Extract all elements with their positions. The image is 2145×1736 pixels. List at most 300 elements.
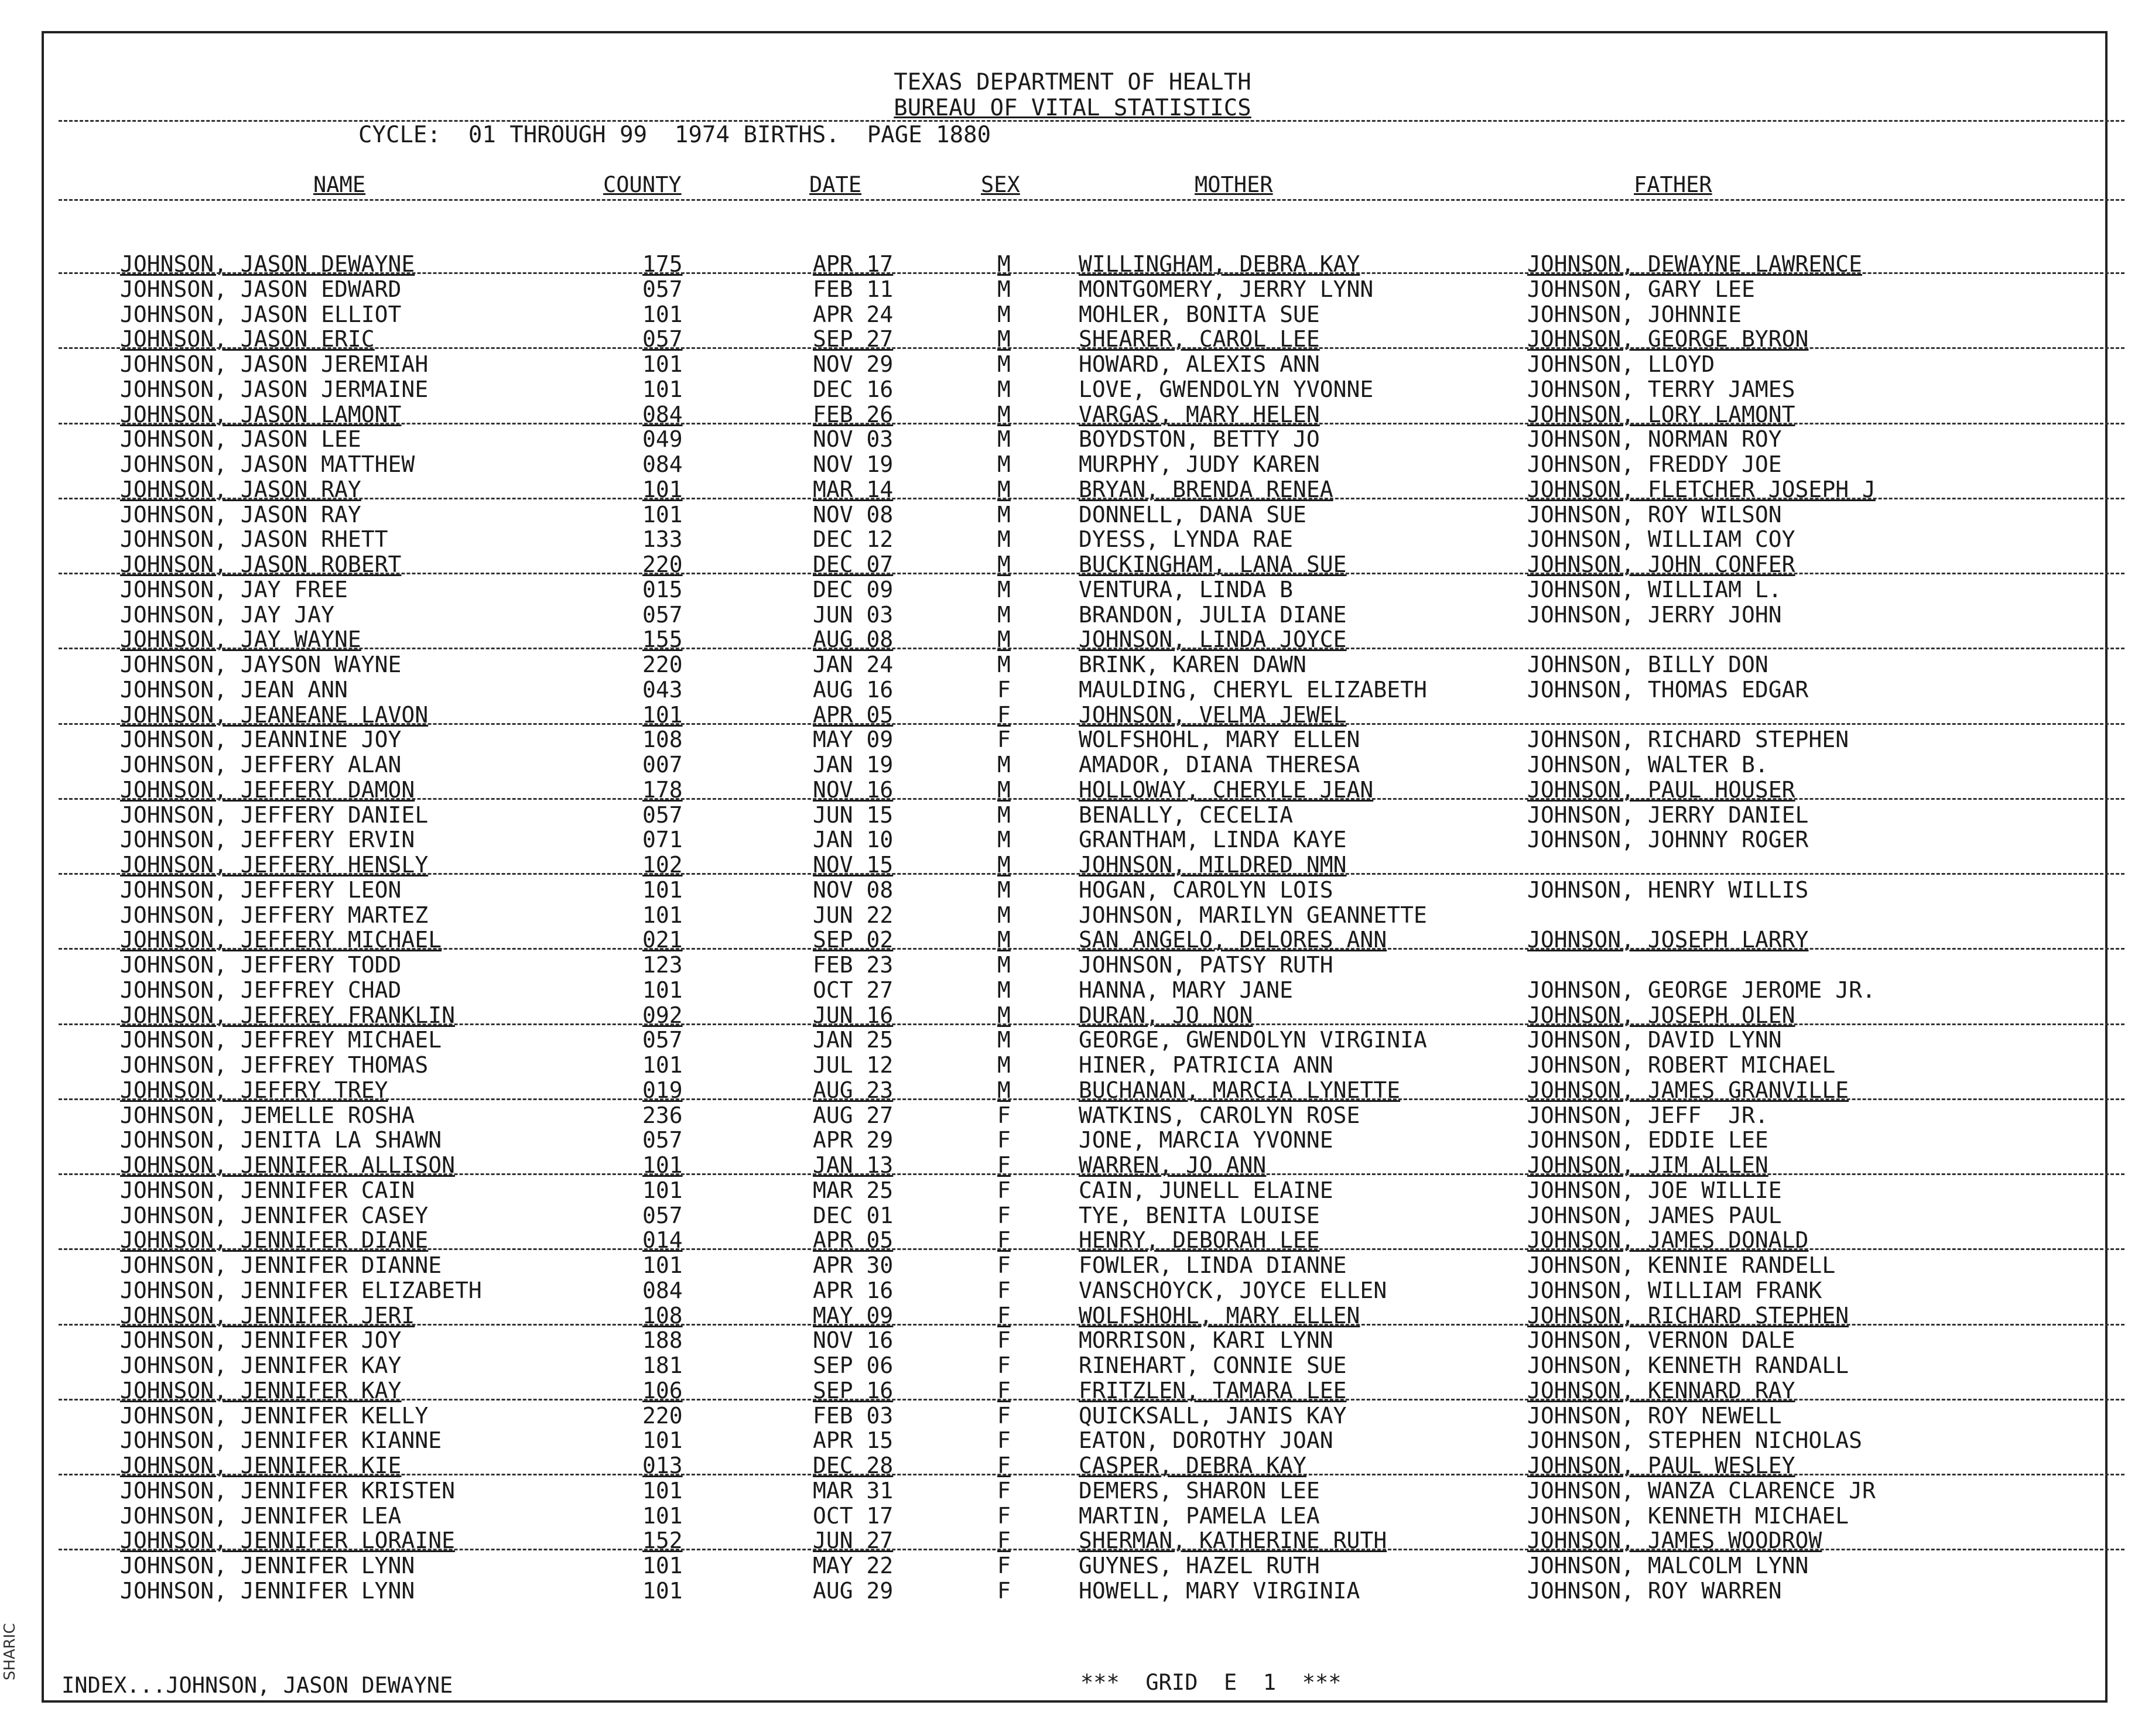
cell-date: DEC 16 — [813, 376, 894, 402]
cell-sex: M — [997, 276, 1011, 302]
cell-mother: JOHNSON, LINDA JOYCE — [1079, 626, 1347, 653]
cell-mother: TYE, BENITA LOUISE — [1079, 1202, 1320, 1228]
cell-sex: M — [997, 526, 1011, 553]
cell-sex: F — [997, 1553, 1011, 1579]
cell-county: 007 — [642, 752, 683, 778]
cell-mother: BRINK, KAREN DAWN — [1079, 652, 1306, 677]
cell-mother: WILLINGHAM, DEBRA KAY — [1079, 251, 1360, 277]
cell-name: JOHNSON, JEFFERY TODD — [120, 952, 402, 978]
cell-county: 220 — [642, 1402, 683, 1429]
cell-date: APR 15 — [813, 1427, 894, 1454]
cell-mother: WOLFSHOHL, MARY ELLEN — [1079, 727, 1360, 753]
cell-name: JOHNSON, JASON MATTHEW — [120, 451, 415, 477]
row-divider — [59, 573, 2125, 574]
cell-mother: GRANTHAM, LINDA KAYE — [1079, 827, 1347, 853]
cell-mother: BUCKINGHAM, LANA SUE — [1079, 552, 1347, 577]
cell-father: JOHNSON, KENNETH RANDALL — [1527, 1352, 1849, 1378]
table-row — [0, 1128, 2145, 1152]
cell-father: JOHNSON, KENNETH MICHAEL — [1527, 1502, 1849, 1529]
cell-sex: F — [997, 1277, 1011, 1303]
cell-father: JOHNSON, KENNARD RAY — [1527, 1377, 1795, 1403]
cell-sex: F — [997, 1427, 1011, 1454]
col-header-county: COUNTY — [603, 172, 682, 197]
cell-name: JOHNSON, JEFFERY HENSLY — [120, 852, 429, 878]
cell-sex: F — [997, 1402, 1011, 1429]
cell-date: AUG 16 — [813, 676, 894, 703]
cell-sex: M — [997, 977, 1011, 1003]
cell-name: JOHNSON, JENNIFER LORAINE — [120, 1528, 455, 1554]
cell-mother: HANNA, MARY JANE — [1079, 977, 1294, 1003]
cell-name: JOHNSON, JENNIFER KIANNE — [120, 1427, 442, 1454]
cell-sex: F — [997, 1453, 1011, 1478]
header-divider — [59, 199, 2125, 201]
cell-sex: F — [997, 1377, 1011, 1403]
cell-date: APR 30 — [813, 1252, 894, 1278]
cell-name: JOHNSON, JAY FREE — [120, 576, 348, 602]
cell-name: JOHNSON, JEANEANE LAVON — [120, 701, 429, 728]
cell-name: JOHNSON, JEFFERY MARTEZ — [120, 902, 429, 928]
cell-county: 101 — [642, 1502, 683, 1529]
cell-father: JOHNSON, MALCOLM LYNN — [1527, 1553, 1809, 1579]
cell-name: JOHNSON, JENNIFER ELIZABETH — [120, 1277, 482, 1303]
cell-sex: F — [997, 1302, 1011, 1328]
cell-father: JOHNSON, WILLIAM COY — [1527, 526, 1795, 553]
cell-date: JUN 22 — [813, 902, 894, 928]
cell-date: AUG 29 — [813, 1577, 894, 1604]
table-row — [0, 1178, 2145, 1203]
cell-sex: F — [997, 1528, 1011, 1554]
cell-date: JUL 12 — [813, 1052, 894, 1078]
row-divider — [59, 1173, 2125, 1175]
cell-mother: QUICKSALL, JANIS KAY — [1079, 1402, 1347, 1429]
cell-mother: VENTURA, LINDA B — [1079, 576, 1294, 602]
cell-county: 101 — [642, 1152, 683, 1178]
cell-sex: M — [997, 626, 1011, 653]
cell-father: JOHNSON, JAMES PAUL — [1527, 1202, 1782, 1228]
cell-date: APR 29 — [813, 1127, 894, 1153]
cell-father: JOHNSON, FLETCHER JOSEPH J — [1527, 476, 1876, 502]
cell-mother: HOWELL, MARY VIRGINIA — [1079, 1577, 1360, 1604]
table-row — [0, 377, 2145, 402]
cell-mother: SHERMAN, KATHERINE RUTH — [1079, 1528, 1387, 1554]
cell-date: SEP 27 — [813, 326, 894, 352]
cell-sex: F — [997, 701, 1011, 728]
cell-mother: WOLFSHOHL, MARY ELLEN — [1079, 1302, 1360, 1328]
table-row — [0, 727, 2145, 752]
table-row — [0, 1579, 2145, 1603]
cell-mother: BOYDSTON, BETTY JO — [1079, 426, 1320, 453]
cell-county: 014 — [642, 1227, 683, 1254]
cell-sex: F — [997, 1177, 1011, 1203]
cell-name: JOHNSON, JEFFREY CHAD — [120, 977, 402, 1003]
cell-father: JOHNSON, JIM ALLEN — [1527, 1152, 1768, 1178]
cell-father: JOHNSON, STEPHEN NICHOLAS — [1527, 1427, 1862, 1454]
row-divider — [59, 873, 2125, 875]
table-row — [0, 1328, 2145, 1352]
cell-county: 101 — [642, 476, 683, 502]
row-divider — [59, 272, 2125, 274]
cell-name: JOHNSON, JENNIFER JOY — [120, 1327, 402, 1354]
row-divider — [59, 347, 2125, 349]
cell-county: 057 — [642, 601, 683, 628]
cell-county: 178 — [642, 776, 683, 803]
cell-county: 057 — [642, 1127, 683, 1153]
table-row — [0, 978, 2145, 1002]
cell-sex: F — [997, 1327, 1011, 1354]
cell-date: DEC 09 — [813, 576, 894, 602]
row-divider — [59, 1474, 2125, 1475]
cell-name: JOHNSON, JENITA LA SHAWN — [120, 1127, 442, 1153]
table-row — [0, 302, 2145, 327]
cell-mother: RINEHART, CONNIE SUE — [1079, 1352, 1347, 1378]
cell-father: JOHNSON, RICHARD STEPHEN — [1527, 727, 1849, 753]
cell-county: 049 — [642, 426, 683, 453]
cell-father: JOHNSON, LORY LAMONT — [1527, 401, 1795, 427]
cell-name: JOHNSON, JEFFERY ALAN — [120, 752, 402, 778]
cell-mother: LOVE, GWENDOLYN YVONNE — [1079, 376, 1374, 402]
cell-mother: CAIN, JUNELL ELAINE — [1079, 1177, 1333, 1203]
cell-sex: M — [997, 752, 1011, 778]
cell-name: JOHNSON, JEFFREY FRANKLIN — [120, 1002, 455, 1028]
cell-county: 220 — [642, 552, 683, 577]
cell-county: 101 — [642, 351, 683, 377]
cell-date: JAN 10 — [813, 827, 894, 853]
cell-county: 013 — [642, 1453, 683, 1478]
cell-sex: M — [997, 827, 1011, 853]
cell-mother: BUCHANAN, MARCIA LYNETTE — [1079, 1077, 1401, 1103]
table-row — [0, 1504, 2145, 1528]
table-row — [0, 427, 2145, 451]
cell-county: 101 — [642, 1177, 683, 1203]
cell-date: SEP 16 — [813, 1377, 894, 1403]
cell-father: JOHNSON, JAMES GRANVILLE — [1527, 1077, 1849, 1103]
cell-date: MAR 14 — [813, 476, 894, 502]
table-row — [0, 1403, 2145, 1428]
cell-date: JUN 16 — [813, 1002, 894, 1028]
cell-father: JOHNSON, LLOYD — [1527, 351, 1715, 377]
cell-mother: HOLLOWAY, CHERYLE JEAN — [1079, 776, 1374, 803]
cell-date: MAY 22 — [813, 1553, 894, 1579]
cell-sex: M — [997, 927, 1011, 953]
cell-county: 057 — [642, 276, 683, 302]
cell-date: JUN 03 — [813, 601, 894, 628]
cell-mother: MURPHY, JUDY KAREN — [1079, 451, 1320, 477]
cell-county: 015 — [642, 576, 683, 602]
cell-mother: DYESS, LYNDA RAE — [1079, 526, 1294, 553]
cell-father: JOHNSON, VERNON DALE — [1527, 1327, 1795, 1354]
side-label: SHARIC — [1, 1623, 19, 1680]
cell-mother: BRANDON, JULIA DIANE — [1079, 601, 1347, 628]
cell-sex: M — [997, 501, 1011, 528]
table-row — [0, 1428, 2145, 1453]
cell-father: JOHNSON, THOMAS EDGAR — [1527, 676, 1809, 703]
cell-name: JOHNSON, JASON RAY — [120, 501, 361, 528]
cell-name: JOHNSON, JASON RHETT — [120, 526, 388, 553]
cell-father: JOHNSON, FREDDY JOE — [1527, 451, 1782, 477]
col-header-date: DATE — [809, 172, 862, 197]
cell-county: 108 — [642, 1302, 683, 1328]
cell-date: APR 24 — [813, 301, 894, 327]
cell-date: NOV 19 — [813, 451, 894, 477]
table-row — [0, 1278, 2145, 1303]
table-row — [0, 527, 2145, 552]
row-divider — [59, 948, 2125, 950]
cell-date: NOV 08 — [813, 876, 894, 903]
cell-date: APR 05 — [813, 701, 894, 728]
cell-county: 101 — [642, 1577, 683, 1604]
cell-father: JOHNSON, KENNIE RANDELL — [1527, 1252, 1836, 1278]
cell-mother: EATON, DOROTHY JOAN — [1079, 1427, 1333, 1454]
cell-mother: MAULDING, CHERYL ELIZABETH — [1079, 676, 1427, 703]
cell-sex: F — [997, 1502, 1011, 1529]
cell-father: JOHNSON, DEWAYNE LAWRENCE — [1527, 251, 1862, 277]
cell-date: OCT 17 — [813, 1502, 894, 1529]
cell-county: 101 — [642, 977, 683, 1003]
col-header-name: NAME — [313, 172, 366, 197]
cell-county: 101 — [642, 376, 683, 402]
cell-date: NOV 29 — [813, 351, 894, 377]
cell-sex: M — [997, 552, 1011, 577]
cell-mother: MARTIN, PAMELA LEA — [1079, 1502, 1320, 1529]
cell-father: JOHNSON, JOSEPH LARRY — [1527, 927, 1809, 953]
cell-county: 175 — [642, 251, 683, 277]
cell-date: NOV 03 — [813, 426, 894, 453]
cell-county: 236 — [642, 1102, 683, 1128]
cell-name: JOHNSON, JENNIFER JERI — [120, 1302, 415, 1328]
table-row — [0, 1203, 2145, 1228]
cell-sex: F — [997, 1352, 1011, 1378]
cell-date: DEC 28 — [813, 1453, 894, 1478]
cell-name: JOHNSON, JENNIFER KELLY — [120, 1402, 429, 1429]
cell-name: JOHNSON, JEFFERY DAMON — [120, 776, 415, 803]
cell-mother: CASPER, DEBRA KAY — [1079, 1453, 1306, 1478]
cell-name: JOHNSON, JENNIFER CAIN — [120, 1177, 415, 1203]
table-row — [0, 878, 2145, 902]
cell-date: NOV 16 — [813, 1327, 894, 1354]
cell-name: JOHNSON, JAYSON WAYNE — [120, 652, 402, 677]
cell-mother: JOHNSON, MILDRED NMN — [1079, 852, 1347, 878]
cell-mother: DONNELL, DANA SUE — [1079, 501, 1306, 528]
cell-date: NOV 08 — [813, 501, 894, 528]
cell-father: JOHNSON, JOSEPH OLEN — [1527, 1002, 1795, 1028]
cell-date: AUG 27 — [813, 1102, 894, 1128]
cell-mother: JOHNSON, VELMA JEWEL — [1079, 701, 1347, 728]
row-divider — [59, 1023, 2125, 1025]
cell-date: JAN 25 — [813, 1027, 894, 1053]
row-divider — [59, 1324, 2125, 1326]
cell-mother: BENALLY, CECELIA — [1079, 802, 1294, 828]
cell-name: JOHNSON, JEFFERY LEON — [120, 876, 402, 903]
cell-name: JOHNSON, JEFFREY THOMAS — [120, 1052, 429, 1078]
cell-mother: JOHNSON, MARILYN GEANNETTE — [1079, 902, 1427, 928]
cell-county: 057 — [642, 802, 683, 828]
cell-sex: F — [997, 676, 1011, 703]
table-row — [0, 577, 2145, 602]
cell-father: JOHNSON, JERRY DANIEL — [1527, 802, 1809, 828]
table-row — [0, 1553, 2145, 1578]
cell-county: 084 — [642, 451, 683, 477]
cycle-line: CYCLE: 01 THROUGH 99 1974 BIRTHS. PAGE 1880 — [358, 122, 991, 148]
cell-date: MAR 31 — [813, 1477, 894, 1504]
table-row — [0, 652, 2145, 677]
cell-sex: M — [997, 852, 1011, 878]
cell-sex: F — [997, 1202, 1011, 1228]
cell-father: JOHNSON, JOHNNY ROGER — [1527, 827, 1809, 853]
table-row — [0, 752, 2145, 777]
cell-county: 071 — [642, 827, 683, 853]
cell-father: JOHNSON, ROY WARREN — [1527, 1577, 1782, 1604]
cell-county: 102 — [642, 852, 683, 878]
cell-name: JOHNSON, JASON ELLIOT — [120, 301, 402, 327]
cell-date: AUG 23 — [813, 1077, 894, 1103]
cell-mother: FRITZLEN, TAMARA LEE — [1079, 1377, 1347, 1403]
cell-sex: F — [997, 1102, 1011, 1128]
cell-name: JOHNSON, JENNIFER LYNN — [120, 1553, 415, 1579]
cell-mother: HOGAN, CAROLYN LOIS — [1079, 876, 1333, 903]
cell-sex: M — [997, 902, 1011, 928]
cell-date: SEP 02 — [813, 927, 894, 953]
cell-sex: F — [997, 1152, 1011, 1178]
cell-county: 152 — [642, 1528, 683, 1554]
row-divider — [59, 1248, 2125, 1250]
cell-county: 101 — [642, 701, 683, 728]
cell-sex: M — [997, 1027, 1011, 1053]
cell-county: 101 — [642, 876, 683, 903]
cell-sex: M — [997, 876, 1011, 903]
cell-name: JOHNSON, JASON JEREMIAH — [120, 351, 429, 377]
cell-name: JOHNSON, JENNIFER DIANNE — [120, 1252, 442, 1278]
row-divider — [59, 1098, 2125, 1100]
cell-father: JOHNSON, PAUL HOUSER — [1527, 776, 1795, 803]
cell-county: 101 — [642, 1252, 683, 1278]
cell-name: JOHNSON, JASON DEWAYNE — [120, 251, 415, 277]
cell-name: JOHNSON, JASON JERMAINE — [120, 376, 429, 402]
cell-sex: M — [997, 1077, 1011, 1103]
cell-sex: M — [997, 1052, 1011, 1078]
cell-sex: M — [997, 426, 1011, 453]
cell-date: DEC 12 — [813, 526, 894, 553]
cell-name: JOHNSON, JENNIFER KAY — [120, 1352, 402, 1378]
cell-father: JOHNSON, TERRY JAMES — [1527, 376, 1795, 402]
cell-date: FEB 23 — [813, 952, 894, 978]
cell-date: FEB 03 — [813, 1402, 894, 1429]
cell-mother: SAN ANGELO, DELORES ANN — [1079, 927, 1387, 953]
cell-father: JOHNSON, WALTER B. — [1527, 752, 1768, 778]
cell-county: 188 — [642, 1327, 683, 1354]
cell-county: 101 — [642, 1052, 683, 1078]
cell-father: JOHNSON, JEFF JR. — [1527, 1102, 1768, 1128]
table-row — [0, 1478, 2145, 1503]
cell-father: JOHNSON, WANZA CLARENCE JR — [1527, 1477, 1876, 1504]
cell-name: JOHNSON, JASON ROBERT — [120, 552, 402, 577]
cell-sex: F — [997, 1577, 1011, 1604]
cell-name: JOHNSON, JENNIFER KAY — [120, 1377, 402, 1403]
cell-date: MAR 25 — [813, 1177, 894, 1203]
table-row — [0, 1253, 2145, 1278]
cell-name: JOHNSON, JENNIFER LYNN — [120, 1577, 415, 1604]
cell-date: OCT 27 — [813, 977, 894, 1003]
cell-father: JOHNSON, WILLIAM FRANK — [1527, 1277, 1822, 1303]
cell-date: AUG 08 — [813, 626, 894, 653]
cell-date: FEB 26 — [813, 401, 894, 427]
cell-father: JOHNSON, JOHNNIE — [1527, 301, 1742, 327]
cell-father: JOHNSON, ROY NEWELL — [1527, 1402, 1782, 1429]
table-row — [0, 1353, 2145, 1378]
cell-sex: M — [997, 952, 1011, 978]
cell-name: JOHNSON, JENNIFER DIANE — [120, 1227, 429, 1254]
cell-date: MAY 09 — [813, 1302, 894, 1328]
cell-father: JOHNSON, PAUL WESLEY — [1527, 1453, 1795, 1478]
table-row — [0, 1028, 2145, 1052]
cell-name: JOHNSON, JASON LEE — [120, 426, 361, 453]
cell-sex: M — [997, 326, 1011, 352]
cell-name: JOHNSON, JENNIFER KIE — [120, 1453, 402, 1478]
cell-sex: M — [997, 376, 1011, 402]
row-divider — [59, 498, 2125, 499]
table-row — [0, 677, 2145, 702]
cell-sex: M — [997, 451, 1011, 477]
cell-sex: M — [997, 601, 1011, 628]
report-title: TEXAS DEPARTMENT OF HEALTH — [894, 69, 1251, 95]
cell-county: 155 — [642, 626, 683, 653]
cell-mother: HINER, PATRICIA ANN — [1079, 1052, 1333, 1078]
cell-father: JOHNSON, WILLIAM L. — [1527, 576, 1782, 602]
col-header-sex: SEX — [981, 172, 1020, 197]
cell-county: 019 — [642, 1077, 683, 1103]
col-header-mother: MOTHER — [1195, 172, 1273, 197]
cell-county: 181 — [642, 1352, 683, 1378]
cell-mother: SHEARER, CAROL LEE — [1079, 326, 1320, 352]
cell-mother: JOHNSON, PATSY RUTH — [1079, 952, 1333, 978]
cell-father: JOHNSON, DAVID LYNN — [1527, 1027, 1782, 1053]
cell-name: JOHNSON, JEFFERY ERVIN — [120, 827, 415, 853]
cell-date: SEP 06 — [813, 1352, 894, 1378]
cell-mother: WATKINS, CAROLYN ROSE — [1079, 1102, 1360, 1128]
cell-sex: M — [997, 476, 1011, 502]
cell-name: JOHNSON, JEFFERY MICHAEL — [120, 927, 442, 953]
cell-date: JAN 13 — [813, 1152, 894, 1178]
cell-sex: F — [997, 1252, 1011, 1278]
cell-father: JOHNSON, JOHN CONFER — [1527, 552, 1795, 577]
row-divider — [59, 648, 2125, 649]
cell-name: JOHNSON, JEFFERY DANIEL — [120, 802, 429, 828]
cell-mother: JONE, MARCIA YVONNE — [1079, 1127, 1333, 1153]
cell-date: APR 17 — [813, 251, 894, 277]
cell-date: FEB 11 — [813, 276, 894, 302]
cell-sex: M — [997, 576, 1011, 602]
cell-date: JUN 15 — [813, 802, 894, 828]
cell-county: 220 — [642, 652, 683, 677]
cell-sex: M — [997, 776, 1011, 803]
cell-mother: BRYAN, BRENDA RENEA — [1079, 476, 1333, 502]
cell-county: 101 — [642, 902, 683, 928]
cell-mother: AMADOR, DIANA THERESA — [1079, 752, 1360, 778]
cell-date: NOV 16 — [813, 776, 894, 803]
cell-mother: MORRISON, KARI LYNN — [1079, 1327, 1333, 1354]
cell-mother: HENRY, DEBORAH LEE — [1079, 1227, 1320, 1254]
cell-county: 133 — [642, 526, 683, 553]
cell-date: APR 05 — [813, 1227, 894, 1254]
cell-date: JAN 19 — [813, 752, 894, 778]
cell-mother: HOWARD, ALEXIS ANN — [1079, 351, 1320, 377]
row-divider — [59, 798, 2125, 800]
table-row — [0, 502, 2145, 527]
cell-mother: FOWLER, LINDA DIANNE — [1079, 1252, 1347, 1278]
cell-name: JOHNSON, JAY WAYNE — [120, 626, 361, 653]
cell-date: DEC 07 — [813, 552, 894, 577]
cell-name: JOHNSON, JASON RAY — [120, 476, 361, 502]
table-row — [0, 903, 2145, 927]
